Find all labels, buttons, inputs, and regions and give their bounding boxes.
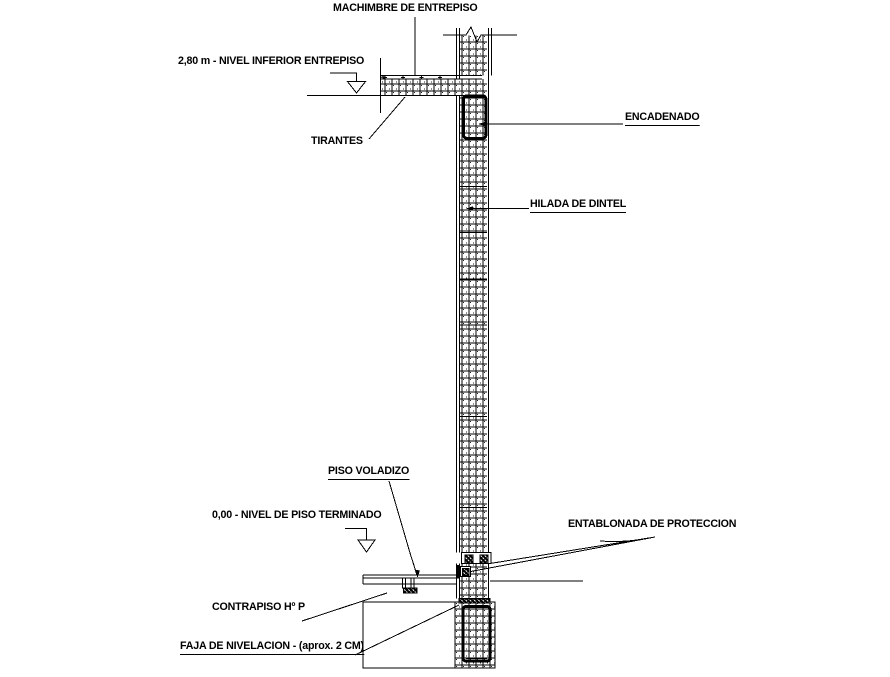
entablonada-leaders [468, 537, 655, 572]
foundation [455, 602, 495, 668]
piso-voladizo-leader [389, 481, 420, 578]
level-marker-piso [345, 529, 375, 553]
level-marker-entrepiso [330, 73, 366, 93]
label-entablonada: ENTABLONADA DE PROTECCION [568, 518, 737, 530]
label-machimbre: MACHIMBRE DE ENTREPISO [333, 2, 478, 14]
sleeper-plate [462, 553, 492, 564]
label-piso-voladizo: PISO VOLADIZO [328, 466, 409, 480]
faja-nivelacion-band [459, 599, 490, 604]
label-nivel-piso: 0,00 - NIVEL DE PISO TERMINADO [212, 509, 382, 521]
label-faja-nivelacion: FAJA DE NIVELACION - (aprox. 2 CM) [180, 641, 364, 655]
tirantes-leader [369, 97, 405, 139]
label-hilada-dintel: HILADA DE DINTEL [530, 199, 626, 213]
floor-anchor [403, 578, 418, 593]
label-contrapiso: CONTRAPISO Hº P [212, 601, 305, 613]
contrapiso-box [363, 602, 455, 668]
label-encadenado: ENCADENADO [625, 112, 700, 126]
label-nivel-entrepiso: 2,80 m - NIVEL INFERIOR ENTREPISO [178, 55, 365, 67]
encadenado-beam [464, 96, 487, 139]
junction-fixing [457, 566, 471, 578]
encadenado-leader [478, 122, 623, 126]
label-tirantes: TIRANTES [311, 135, 363, 147]
